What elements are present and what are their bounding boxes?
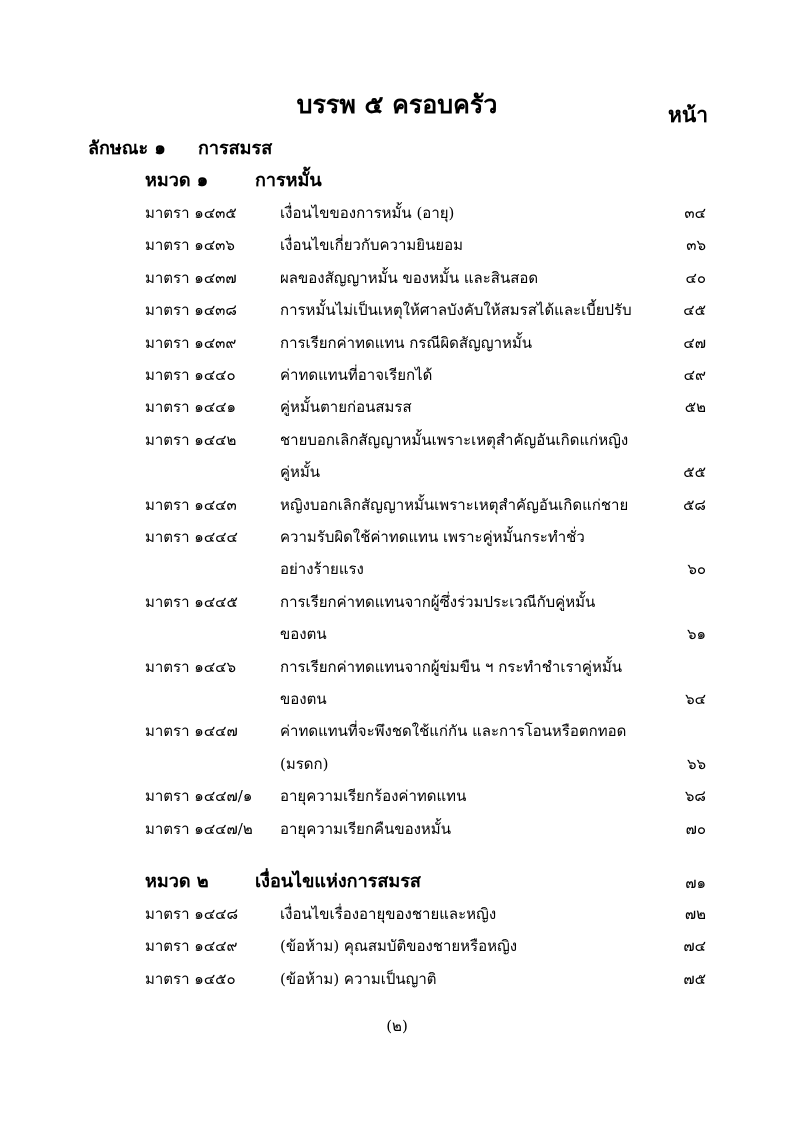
section-page: ๓๖ [686,236,706,255]
chapter-name: การหมั้น [255,170,322,191]
section-page: ๕๒ [684,398,706,417]
section-title: การหมั้นไม่เป็นเหตุให้ศาลบังคับให้สมรสได้และเบี้ยปรับ [280,301,632,320]
section-title: อายุความเรียกร้องค่าทดแทน [280,787,467,806]
section-label: มาตรา ๑๔๕๐ [145,969,236,988]
section-title: ค่าทดแทนที่อาจเรียกได้ [280,366,433,384]
section-label: มาตรา ๑๔๔๓ [145,495,237,514]
chapter-heading [145,170,322,191]
section-title: การเรียกค่าทดแทนจากผู้ข่มขืน ฯ กระทำชำเราคู่หมั้น [280,657,622,676]
section-page: ๔๙ [683,366,706,384]
section-label: มาตรา ๑๔๔๒ [145,430,237,449]
section-title: การเรียกค่าทดแทน กรณีผิดสัญญาหมั้น [280,333,533,352]
section-label: มาตรา ๑๔๔๙ [145,937,238,956]
section-page: ๓๔ [684,204,706,222]
section-page: ๖๘ [684,787,706,806]
section-title: เงื่อนไขเรื่องอายุของชายและหญิง [280,905,497,923]
chapter-name: เงื่อนไขแห่งการสมรส [255,871,421,892]
section-label: มาตรา ๑๔๔๕ [145,592,238,611]
section-title: ชายบอกเลิกสัญญาหมั้นเพราะเหตุสำคัญอันเกิดแก่หญิง [280,430,629,449]
section-title: หญิงบอกเลิกสัญญาหมั้นเพราะเหตุสำคัญอันเกิดแก่ชาย [280,495,629,514]
section-title: เงื่อนไขของการหมั้น (อายุ) [280,204,455,222]
section-page: ๖๔ [685,690,706,708]
chapter-label: หมวด ๑ [145,170,209,191]
section-title: คู่หมั้นตายก่อนสมรส [280,398,412,417]
section-title: เงื่อนไขเกี่ยวกับความยินยอม [280,236,464,255]
section-page: ๖๐ [687,560,706,579]
section-label: มาตรา ๑๔๔๗/๒ [145,819,253,838]
section-label: มาตรา ๑๔๓๗ [145,268,237,287]
section-label: มาตรา ๑๔๔๐ [145,366,236,384]
page-number: (๒) [386,1017,408,1035]
section-title: ของตน [280,690,327,708]
part-name: การสมรส [198,138,273,159]
chapter-page: ๗๑ [685,874,706,892]
section-label: มาตรา ๑๔๔๖ [145,657,237,676]
section-page: ๔๗ [683,333,706,352]
section-page: ๕๘ [683,495,706,514]
section-page: ๗๕ [683,969,706,988]
page-column-header: หน้า [668,102,708,127]
section-title: (มรดก) [280,754,329,773]
section-label: มาตรา ๑๔๓๘ [145,301,237,320]
section-label: มาตรา ๑๔๔๗/๑ [145,787,253,806]
part-label: ลักษณะ ๑ [88,138,166,159]
section-label: มาตรา ๑๔๔๗ [145,722,238,741]
section-label: มาตรา ๑๔๔๘ [145,905,239,923]
section-title: อย่างร้ายแรง [280,560,364,579]
part-heading [88,138,273,159]
section-title: (ข้อห้าม) ความเป็นญาติ [280,969,437,988]
section-label: มาตรา ๑๔๔๑ [145,398,237,417]
section-title: ค่าทดแทนที่จะพึงชดใช้แก่กัน และการโอนหรือตกทอด [280,722,627,741]
section-title: (ข้อห้าม) คุณสมบัติของชายหรือหญิง [280,937,518,956]
section-title: ความรับผิดใช้ค่าทดแทน เพราะคู่หมั้นกระทำชั่ว [280,528,585,546]
chapter-heading [145,871,421,892]
section-page: ๕๕ [683,463,706,482]
section-title: อายุความเรียกคืนของหมั้น [280,819,451,838]
section-page: ๗๔ [683,937,706,956]
section-page: ๖๑ [686,625,706,644]
section-title: ผลของสัญญาหมั้น ของหมั้น และสินสอด [280,268,539,287]
section-title: คู่หมั้น [280,463,321,482]
section-title: การเรียกค่าทดแทนจากผู้ซึ่งร่วมประเวณีกับคู่หมั้น [280,592,596,611]
section-label: มาตรา ๑๔๔๔ [145,528,238,546]
section-page: ๔๐ [685,268,706,287]
chapter-label: หมวด ๒ [145,871,209,892]
section-page: ๔๕ [683,301,706,320]
section-label: มาตรา ๑๔๓๙ [145,333,237,352]
section-page: ๗๐ [685,819,706,838]
section-page: ๖๖ [686,754,706,773]
section-title: ของตน [280,625,327,644]
page-title: บรรพ ๕ ครอบครัว [296,90,498,119]
section-label: มาตรา ๑๔๓๕ [145,204,237,222]
section-label: มาตรา ๑๔๓๖ [145,236,235,255]
section-page: ๗๒ [684,905,706,923]
